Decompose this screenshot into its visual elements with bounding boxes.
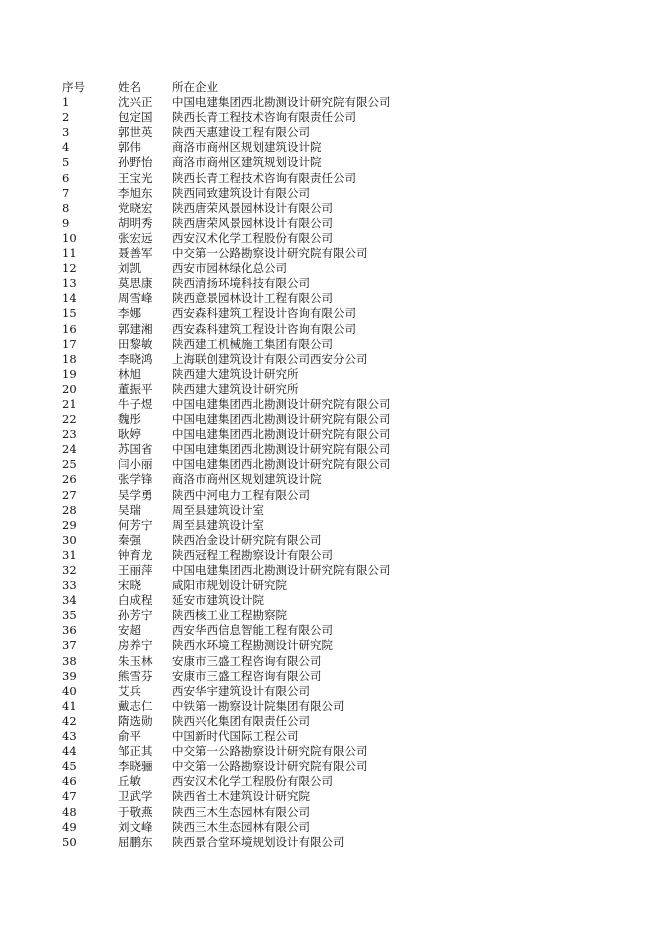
row-company: 中国电建集团西北勘测设计研究院有限公司	[172, 563, 391, 577]
row-number: 34	[62, 593, 77, 608]
row-name: 刘凯	[118, 261, 141, 276]
row-company: 西安森科建筑工程设计咨询有限公司	[172, 306, 356, 321]
row-company: 安康市三盛工程咨询有限公司	[172, 668, 322, 683]
row-number: 27	[62, 487, 77, 502]
row-company: 陕西天惠建设工程有限公司	[172, 125, 310, 140]
row-company: 商洛市商州区规划建筑设计院	[172, 472, 322, 487]
table-row	[62, 140, 622, 155]
row-company: 陕西兴化集团有限责任公司	[172, 713, 310, 728]
row-company: 陕西同致建筑设计有限公司	[172, 185, 310, 200]
row-number: 11	[62, 246, 77, 261]
table-row	[62, 608, 622, 623]
row-company: 延安市建筑设计院	[172, 593, 264, 608]
row-number: 32	[62, 563, 77, 577]
row-company: 西安汉术化学工程股份有限公司	[172, 774, 333, 789]
row-number: 33	[62, 578, 77, 593]
table-row	[62, 231, 622, 246]
table-row	[62, 472, 622, 487]
row-name: 郭伟	[118, 140, 141, 155]
row-company: 西安华宇建筑设计有限公司	[172, 683, 310, 698]
row-company: 中国电建集团西北勘测设计研究院有限公司	[172, 442, 391, 457]
row-company: 上海联创建筑设计有限公司西安分公司	[172, 351, 368, 366]
row-number: 39	[62, 668, 77, 683]
row-name: 安超	[118, 623, 141, 638]
row-company: 咸阳市规划设计研究院	[172, 578, 287, 593]
row-number: 46	[62, 774, 77, 789]
row-company: 中交第一公路勘察设计研究院有限公司	[172, 744, 368, 759]
row-company: 陕西三木生态园林有限公司	[172, 804, 310, 819]
row-name: 包定国	[118, 110, 153, 125]
table-row	[62, 744, 622, 759]
table-row	[62, 110, 622, 125]
row-name: 董振平	[118, 381, 153, 396]
row-number: 2	[62, 110, 70, 125]
table-row	[62, 171, 622, 186]
table-row	[62, 533, 622, 548]
row-company: 中国电建集团西北勘测设计研究院有限公司	[172, 427, 391, 442]
row-name: 屈鹏东	[118, 834, 153, 849]
row-name: 王丽萍	[118, 563, 153, 577]
row-name: 邹正其	[118, 744, 153, 759]
table-row	[62, 95, 622, 110]
row-number: 22	[62, 412, 77, 427]
table-row	[62, 216, 622, 231]
row-name: 田黎敏	[118, 336, 153, 351]
table-row	[62, 714, 622, 729]
row-name: 吴瑞	[118, 502, 141, 517]
table-row	[62, 382, 622, 397]
row-name: 戴志仁	[118, 698, 153, 713]
row-company: 陕西水环境工程勘测设计研究院	[172, 638, 333, 653]
table-row	[62, 442, 622, 457]
row-number: 7	[62, 185, 70, 200]
row-number: 19	[62, 366, 77, 381]
row-number: 21	[62, 396, 77, 411]
table-row	[62, 427, 622, 442]
row-name: 卫武学	[118, 789, 153, 804]
row-number: 28	[62, 502, 77, 517]
row-company: 陕西清扬环境科技有限公司	[172, 276, 310, 291]
table-row	[62, 820, 622, 835]
row-number: 37	[62, 638, 77, 653]
row-number: 31	[62, 547, 77, 562]
table-row	[62, 125, 622, 140]
row-name: 张学锋	[118, 472, 153, 487]
row-name: 房养宁	[118, 638, 153, 653]
row-number: 49	[62, 819, 77, 834]
row-company: 中国新时代国际工程公司	[172, 729, 299, 744]
table-row	[62, 759, 622, 774]
row-company: 西安森科建筑工程设计咨询有限公司	[172, 321, 356, 336]
row-number: 14	[62, 291, 77, 306]
row-number: 44	[62, 744, 77, 759]
row-company: 中交第一公路勘察设计研究院有限公司	[172, 246, 368, 261]
table-row	[62, 291, 622, 306]
row-company: 西安华西信息智能工程有限公司	[172, 623, 333, 638]
row-name: 朱玉林	[118, 653, 153, 668]
row-company: 西安汉术化学工程股份有限公司	[172, 230, 333, 245]
row-name: 刘文峰	[118, 819, 153, 834]
row-company: 周至县建筑设计室	[172, 502, 264, 517]
row-number: 43	[62, 729, 77, 744]
table-row	[62, 261, 622, 276]
row-name: 何芳宁	[118, 517, 153, 532]
row-company: 陕西长青工程技术咨询有限责任公司	[172, 170, 356, 185]
row-name: 李娜	[118, 306, 141, 321]
table-row	[62, 276, 622, 291]
table-row	[62, 246, 622, 261]
table-row	[62, 578, 622, 593]
table-row	[62, 638, 622, 653]
table-row	[62, 412, 622, 427]
row-name: 于敬燕	[118, 804, 153, 819]
row-company: 周至县建筑设计室	[172, 517, 264, 532]
row-name: 俞平	[118, 729, 141, 744]
row-number: 4	[62, 140, 70, 155]
row-number: 8	[62, 200, 70, 215]
row-number: 47	[62, 789, 77, 804]
row-number: 13	[62, 276, 77, 291]
table-row	[62, 623, 622, 638]
row-number: 17	[62, 336, 77, 351]
row-name: 钟育龙	[118, 547, 153, 562]
header-no: 序号	[62, 80, 85, 94]
row-name: 孙野怡	[118, 155, 153, 170]
table-row	[62, 805, 622, 820]
table-row	[62, 457, 622, 472]
row-company: 中国电建集团西北勘测设计研究院有限公司	[172, 412, 391, 427]
row-name: 郭世英	[118, 125, 153, 140]
table-body	[62, 95, 622, 850]
row-name: 苏国省	[118, 442, 153, 457]
row-number: 1	[62, 95, 70, 110]
row-name: 李晓鸿	[118, 351, 153, 366]
row-company: 中交第一公路勘察设计研究院有限公司	[172, 759, 368, 774]
table-row	[62, 654, 622, 669]
row-company: 中国电建集团西北勘测设计研究院有限公司	[172, 396, 391, 411]
row-number: 15	[62, 306, 77, 321]
row-number: 20	[62, 381, 77, 396]
row-name: 熊雪芬	[118, 668, 153, 683]
row-number: 25	[62, 457, 77, 472]
row-number: 38	[62, 653, 77, 668]
row-name: 聂善军	[118, 246, 153, 261]
table-row	[62, 789, 622, 804]
table-row	[62, 186, 622, 201]
row-company: 陕西冶金设计研究院有限公司	[172, 532, 322, 547]
row-company: 中铁第一勘察设计院集团有限公司	[172, 698, 345, 713]
row-number: 9	[62, 215, 70, 230]
row-number: 41	[62, 698, 77, 713]
row-name: 胡明秀	[118, 215, 153, 230]
table-row	[62, 563, 622, 578]
row-number: 16	[62, 321, 77, 336]
row-number: 35	[62, 608, 77, 623]
row-number: 48	[62, 804, 77, 819]
table-row	[62, 835, 622, 850]
row-name: 张宏远	[118, 230, 153, 245]
table-row	[62, 729, 622, 744]
row-name: 李晓骊	[118, 759, 153, 774]
table-row	[62, 593, 622, 608]
row-company: 中国电建集团西北勘测设计研究院有限公司	[172, 457, 391, 472]
row-name: 闫小丽	[118, 457, 153, 472]
row-name: 吴学勇	[118, 487, 153, 502]
row-company: 陕西唐荣风景园林设计有限公司	[172, 215, 333, 230]
row-name: 艾兵	[118, 683, 141, 698]
row-name: 莫思康	[118, 276, 153, 291]
row-name: 李旭东	[118, 185, 153, 200]
row-number: 40	[62, 683, 77, 698]
table-row	[62, 548, 622, 563]
row-name: 孙芳宁	[118, 608, 153, 623]
row-company: 陕西长青工程技术咨询有限责任公司	[172, 110, 356, 125]
row-company: 安康市三盛工程咨询有限公司	[172, 653, 322, 668]
row-company: 陕西唐荣风景园林设计有限公司	[172, 200, 333, 215]
row-number: 23	[62, 427, 77, 442]
roster-table	[62, 80, 622, 850]
row-number: 6	[62, 170, 70, 185]
row-number: 24	[62, 442, 77, 457]
row-company: 商洛市商州区规划建筑设计院	[172, 140, 322, 155]
table-row	[62, 684, 622, 699]
header-name: 姓名	[118, 80, 141, 94]
row-company: 陕西建大建筑设计研究所	[172, 366, 299, 381]
row-company: 陕西冠程工程勘察设计有限公司	[172, 547, 333, 562]
row-name: 耿婷	[118, 427, 141, 442]
row-number: 10	[62, 230, 77, 245]
row-number: 45	[62, 759, 77, 774]
row-company: 陕西三木生态园林有限公司	[172, 819, 310, 834]
row-name: 魏彤	[118, 412, 141, 427]
row-name: 林旭	[118, 366, 141, 381]
table-row	[62, 352, 622, 367]
row-number: 29	[62, 517, 77, 532]
row-name: 党晓宏	[118, 200, 153, 215]
row-name: 沈兴正	[118, 95, 153, 110]
row-number: 18	[62, 351, 77, 366]
row-company: 商洛市商州区建筑规划设计院	[172, 155, 322, 170]
row-name: 郭建湘	[118, 321, 153, 336]
table-row	[62, 155, 622, 170]
row-name: 周雪峰	[118, 291, 153, 306]
table-row	[62, 699, 622, 714]
table-row	[62, 337, 622, 352]
row-number: 42	[62, 713, 77, 728]
row-company: 陕西核工业工程勘察院	[172, 608, 287, 623]
table-row	[62, 518, 622, 533]
row-name: 白成程	[118, 593, 153, 608]
table-row	[62, 397, 622, 412]
row-number: 26	[62, 472, 77, 487]
row-name: 宋晓	[118, 578, 141, 593]
row-company: 陕西建工机械施工集团有限公司	[172, 336, 333, 351]
table-row	[62, 503, 622, 518]
table-row	[62, 322, 622, 337]
row-number: 30	[62, 532, 77, 547]
row-company: 西安市园林绿化总公司	[172, 261, 287, 276]
row-number: 50	[62, 834, 77, 849]
row-name: 秦强	[118, 532, 141, 547]
table-row	[62, 669, 622, 684]
row-number: 5	[62, 155, 70, 170]
header-company: 所在企业	[172, 80, 218, 94]
table-row	[62, 367, 622, 382]
row-company: 陕西意景园林设计工程有限公司	[172, 291, 333, 306]
row-company: 陕西省土木建筑设计研究院	[172, 789, 310, 804]
table-row	[62, 488, 622, 503]
row-name: 丘敏	[118, 774, 141, 789]
table-row	[62, 306, 622, 321]
row-name: 隋选勋	[118, 713, 153, 728]
row-name: 王宝光	[118, 170, 153, 185]
table-row	[62, 774, 622, 789]
row-company: 陕西建大建筑设计研究所	[172, 381, 299, 396]
table-row	[62, 201, 622, 216]
row-number: 12	[62, 261, 77, 276]
row-number: 3	[62, 125, 70, 140]
row-company: 中国电建集团西北勘测设计研究院有限公司	[172, 95, 391, 110]
table-header	[62, 80, 622, 95]
row-company: 陕西中河电力工程有限公司	[172, 487, 310, 502]
row-name: 牛子煜	[118, 396, 153, 411]
row-company: 陕西景合堂环境规划设计有限公司	[172, 834, 345, 849]
row-number: 36	[62, 623, 77, 638]
